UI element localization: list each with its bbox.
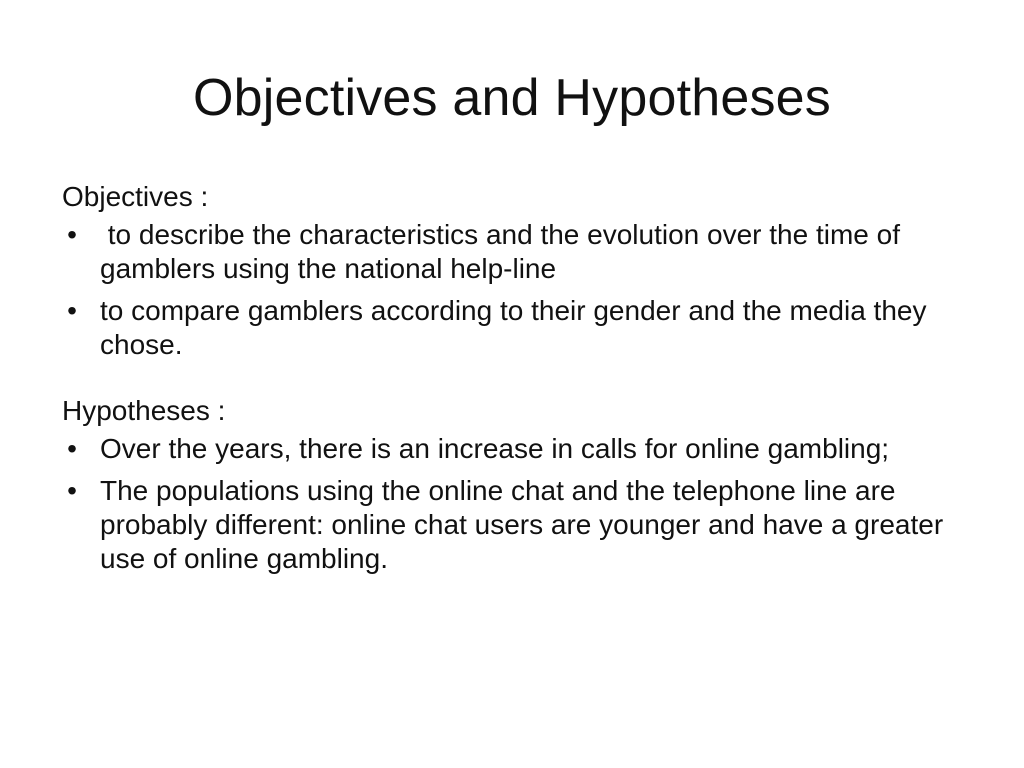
- objectives-list: [62, 218, 962, 362]
- list-item: [62, 294, 962, 362]
- bullet-icon: •: [67, 433, 77, 464]
- hypotheses-list: [62, 432, 962, 576]
- slide-title: Objectives and Hypotheses: [192, 69, 831, 127]
- hypotheses-heading: Hypotheses :: [62, 395, 226, 426]
- hypothesis-text: Over the years, there is an increase in calls for online gambling;: [100, 433, 890, 464]
- hypothesis-text: The populations using the online chat and the telephone line are probably different: online chat users are younger and have a greater use of online gambling.: [100, 475, 944, 574]
- slide-body: [62, 180, 962, 584]
- bullet-icon: •: [67, 219, 77, 250]
- bullet-icon: •: [67, 475, 77, 506]
- list-item: [62, 474, 962, 576]
- list-item: [62, 432, 962, 466]
- objectives-heading: Objectives :: [62, 181, 209, 212]
- objective-text: to describe the characteristics and the evolution over the time of gamblers using the national help-line: [100, 219, 908, 284]
- objective-text: to compare gamblers according to their gender and the media they chose.: [100, 295, 927, 360]
- list-item: [62, 218, 962, 286]
- bullet-icon: •: [67, 295, 77, 326]
